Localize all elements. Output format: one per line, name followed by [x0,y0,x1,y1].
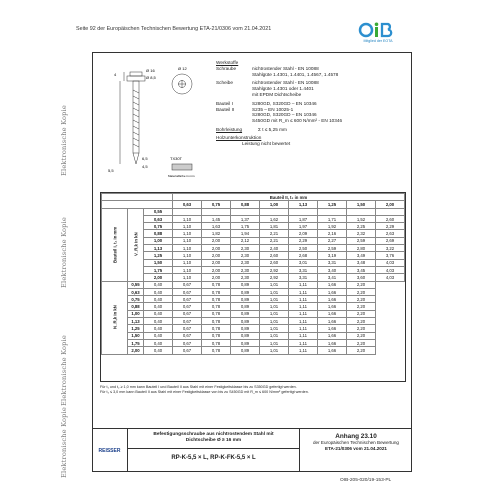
value-cell: 1,62 [260,215,289,222]
value-cell: 1,11 [289,325,318,332]
document-number: OIB-205-020/19-153-PL [340,478,392,483]
prop-row-screw: Schraube nichtrostender Stahl - EN 10088 Stahlgüte 1.4301, 1.4401, 1.4567, 1.4578 [216,65,339,77]
value-cell: 1,66 [318,303,347,310]
value-cell: 0,40 [144,332,173,339]
header-main: Bauteil II, t₂ in mm [173,194,405,201]
fire-value: Leistung nicht bewertet [242,140,291,146]
value-cell: 2,00 [202,245,231,252]
page-header: Seite 92 der Europäischen Technischen Bewertung ETA-21/0306 vom 21.04.2021 [76,26,272,32]
value-cell: 1,66 [318,339,347,346]
value-cell: 2,20 [347,339,376,346]
screw-drawing [100,60,210,180]
value-cell: 2,20 [347,325,376,332]
value-cell: 1,66 [318,318,347,325]
table-footnotes [100,385,406,394]
table-row [102,296,405,303]
value-cell: 0,78 [202,296,231,303]
value-cell [318,208,347,215]
value-cell: 2,00 [202,266,231,273]
value-cell: 1,10 [173,259,202,266]
value-cell: 1,37 [231,215,260,222]
value-cell: 2,30 [231,266,260,273]
value-cell: 0,40 [144,296,173,303]
value-cell: 3,76 [376,252,405,259]
value-cell: 2,63 [376,230,405,237]
value-cell: 2,60 [260,259,289,266]
t2-header-cell: 1,13 [289,201,318,208]
value-cell: 1,63 [202,223,231,230]
dim-t-label: 5,5 [108,168,114,173]
side-label: Bauteil I, t₁ in mm [102,208,128,281]
value-cell: 2,92 [260,274,289,281]
value-cell: 1,11 [289,288,318,295]
value-cell: 0,89 [231,325,260,332]
watermark-4: Elektronische Kopie [60,406,68,478]
value-cell [347,208,376,215]
value-cell [289,208,318,215]
value-cell: 2,21 [260,237,289,244]
value-cell: 0,89 [231,303,260,310]
t2-header-cell: 0,63 [173,201,202,208]
t2-header-cell: 2,00 [376,201,405,208]
value-cell: 3,31 [289,274,318,281]
t1-cell: 1,13 [144,245,173,252]
value-cell: 1,81 [260,223,289,230]
value-cell: 1,92 [318,223,347,230]
value-cell: 1,01 [260,303,289,310]
table-row [102,215,405,222]
dim-d1-label: Ø 8,5 [146,75,156,80]
value-cell: 2,30 [231,245,260,252]
value-cell: 1,11 [289,318,318,325]
value-cell: 1,01 [260,347,289,354]
value-cell: 2,29 [289,237,318,244]
value-cell: 1,75 [231,223,260,230]
value-cell: 1,11 [289,296,318,303]
t1-cell: 1,75 [144,266,173,273]
t1-cell: 0,55 [144,208,173,215]
value-cell: 2,30 [231,252,260,259]
value-cell: 1,97 [289,223,318,230]
value-cell: 1,01 [260,318,289,325]
t2-header-cell: 1,25 [318,201,347,208]
value-cell: 4,03 [376,266,405,273]
value-cell: 1,10 [173,266,202,273]
watermark-1: Elektronische Kopie [60,104,68,176]
value-cell: 0,89 [231,281,260,288]
t1-cell: 1,13 [128,318,144,325]
value-cell: 2,29 [376,223,405,230]
prop-row-part2: Bauteil II S235 – EN 10025-1 S280GD, S320GD – EN 10346 S450GD mit R_m ≤ 600 N/mm² - EN 10346 [216,106,343,124]
value-cell: 0,67 [173,325,202,332]
value-cell [202,208,231,215]
value-cell: 2,68 [289,252,318,259]
value-cell: 2,92 [260,266,289,273]
t1-cell: 0,88 [128,303,144,310]
brand-text: REISSER [98,447,121,454]
t1-cell: 0,75 [144,223,173,230]
value-cell: 1,01 [260,288,289,295]
t1-cell: 1,25 [128,325,144,332]
t1-cell: 1,50 [144,259,173,266]
value-cell: 2,20 [347,332,376,339]
table-row [102,303,405,310]
t1-cell: 1,00 [144,237,173,244]
t1-cell: 2,00 [128,347,144,354]
value-cell: 0,89 [231,332,260,339]
value-cell: 0,67 [173,332,202,339]
value-cell: 2,20 [347,347,376,354]
t2-header-cell: 0,75 [202,201,231,208]
corner-cell [102,194,173,201]
value-cell: 2,20 [347,288,376,295]
value-cell: 2,12 [231,237,260,244]
value-cell: 0,67 [173,347,202,354]
value-cell: 0,40 [144,303,173,310]
value-cell: 3,40 [318,266,347,273]
value-cell: 2,20 [347,310,376,317]
value-cell: 0,78 [202,332,231,339]
value-cell: 1,45 [202,215,231,222]
table-row [102,347,405,354]
value-cell: 1,11 [289,303,318,310]
value-cell: 0,40 [144,318,173,325]
value-cell: 0,89 [231,339,260,346]
value-cell: 2,30 [231,259,260,266]
value-cell: 1,11 [289,310,318,317]
value-cell: 2,30 [231,274,260,281]
value-cell: 0,67 [173,303,202,310]
dim-d-label: Ø 16 [146,68,155,73]
value-cell: 2,50 [289,245,318,252]
t1-cell: 1,25 [144,252,173,259]
value-cell: 1,10 [173,230,202,237]
value-cell: 2,27 [318,237,347,244]
value-cell: 1,01 [260,339,289,346]
value-cell: 1,10 [173,223,202,230]
t2-header-cell: 0,88 [231,201,260,208]
value-cell: 2,40 [260,245,289,252]
t2-header-cell: 1,50 [347,201,376,208]
value-cell: 0,89 [231,318,260,325]
value-cell: 4,03 [376,274,405,281]
table-row [102,245,405,252]
value-cell: 1,94 [231,230,260,237]
material-label: Materialfarbe in mm [168,174,195,178]
t1-cell: 1,50 [128,332,144,339]
value-cell: 0,67 [173,318,202,325]
value-cell: 2,59 [347,237,376,244]
value-cell: 3,31 [318,259,347,266]
value-cell: 2,80 [347,245,376,252]
table-row [102,237,405,244]
value-cell: 0,40 [144,288,173,295]
value-cell: 3,22 [376,245,405,252]
watermark-3: Elektronische Kopie [60,334,68,406]
value-cell: 0,40 [144,325,173,332]
value-cell: 3,45 [347,266,376,273]
value-cell: 1,01 [260,325,289,332]
value-cell: 0,78 [202,303,231,310]
t2-header-cell: 1,00 [260,201,289,208]
value-cell: 0,67 [173,281,202,288]
table-row [102,332,405,339]
title-block [92,428,412,472]
value-cell: 0,40 [144,347,173,354]
title-text: Befestigungsschraube aus nichtrostendem Stahl mit Dichtscheibe Ø ≥ 16 mm [128,429,299,449]
value-cell: 1,66 [318,281,347,288]
value-cell: 1,11 [289,339,318,346]
value-cell: 4,03 [376,259,405,266]
value-cell: 2,21 [260,230,289,237]
value-cell [231,208,260,215]
dim-c-label: Ø 12 [178,66,187,71]
value-cell: 0,89 [231,288,260,295]
value-cell: 3,49 [347,252,376,259]
value-cell: 1,11 [289,332,318,339]
value-cell: 1,11 [289,347,318,354]
value-cell: 1,10 [173,215,202,222]
value-cell: 1,71 [318,215,347,222]
table-row [102,252,405,259]
value-cell: 0,89 [231,296,260,303]
value-cell: 3,31 [289,266,318,273]
value-cell [260,208,289,215]
value-cell: 0,67 [173,288,202,295]
value-cell: 0,40 [144,310,173,317]
dim-l3-label: 4,5 [142,164,148,169]
value-cell: 2,59 [318,245,347,252]
footnote-1: Für t₁ und t₂ ≥ 1,0 mm kann Bauteil I und Bauteil II aus Stahl mit einer Festigkeitsklasse bis zu S350GD gefertigt werden. [100,385,297,389]
value-cell: 1,82 [202,230,231,237]
table-row [102,325,405,332]
table-row [102,230,405,237]
value-cell: 2,00 [202,259,231,266]
dim-l1-label: 4 [114,72,117,77]
table-row [102,288,405,295]
value-cell: 1,66 [318,347,347,354]
torx-label: TX30T [170,156,183,161]
value-cell: 1,01 [260,281,289,288]
prop-row-bore: Bohrleistung Σ t ≤ 5,25 mm [216,126,287,132]
table-row [102,266,405,273]
values-table [100,192,406,382]
value-cell: 2,20 [347,303,376,310]
value-cell: 0,40 [144,339,173,346]
t1-cell: 1,75 [128,339,144,346]
oib-logo [350,22,406,43]
value-cell [173,208,202,215]
value-cell: 2,09 [289,230,318,237]
logo-subtitle: Mitglied der EOTA [363,39,393,43]
value-cell: 2,16 [318,230,347,237]
value-cell: 2,32 [347,230,376,237]
value-cell: 0,67 [173,310,202,317]
value-cell: 2,00 [202,274,231,281]
table-row [102,310,405,317]
table-row [102,259,405,266]
value-cell: 2,20 [347,318,376,325]
prop-row-washer: Scheibe nichtrostender Stahl - EN 10088 Stahlgüte 1.4301 oder 1.4401 mit EPDM Dichtscheibe [216,80,319,97]
value-cell: 3,41 [318,274,347,281]
value-cell: 2,69 [376,237,405,244]
t1-cell: 0,55 [128,281,144,288]
value-cell: 0,78 [202,281,231,288]
watermark-2: Elektronische Kopie [60,216,68,288]
value-cell: 1,01 [260,310,289,317]
t1-cell: 0,75 [128,296,144,303]
value-cell: 2,20 [347,296,376,303]
value-cell: 3,60 [347,274,376,281]
value-cell: 2,00 [202,252,231,259]
value-cell: 3,19 [318,252,347,259]
table-row [102,208,405,215]
t1-cell: 1,00 [128,310,144,317]
value-cell: 2,00 [202,237,231,244]
table-row [102,318,405,325]
value-cell: 2,60 [376,215,405,222]
value-cell: 0,89 [231,310,260,317]
value-cell: 0,40 [144,281,173,288]
group-label: V_R,k in kN [128,208,144,281]
value-cell: 0,78 [202,318,231,325]
product-name: RP-K-5,5 × L, RP-K-FK-5,5 × L [171,455,256,461]
value-cell: 0,78 [202,288,231,295]
t1-cell: 0,88 [144,230,173,237]
value-cell: 1,66 [318,296,347,303]
value-cell: 1,10 [173,245,202,252]
props-title: Werkstoffe [216,60,239,65]
value-cell: 1,01 [260,332,289,339]
value-cell: 1,66 [318,310,347,317]
value-cell: 2,25 [347,223,376,230]
table-row [102,281,405,288]
value-cell: 1,52 [347,215,376,222]
material-properties [216,60,406,146]
annex-info: Anhang 23.10 der Europäischen Technischen Bewertung ETA-21/0306 vom 21.04.2021 [313,433,399,451]
footnote-2: Für t₂ ≤ 3,0 mm kann Bauteil II aus Stahl mit einer Festigkeitsklasse von bis zu S450GD mit R_m ≤ 600 N/mm² gefertigt werden. [100,389,309,394]
dim-l2-label: 6,5 [142,156,148,161]
value-cell: 3,01 [289,259,318,266]
value-cell: 0,78 [202,339,231,346]
t1-cell: 0,63 [144,215,173,222]
value-cell: 1,87 [289,215,318,222]
value-cell: 2,20 [347,281,376,288]
oib-logo-mark [358,22,398,38]
table-row [102,274,405,281]
table-row [102,339,405,346]
group-label: N_R,k in kN [102,281,128,354]
prop-row-part1: Bauteil I S280GD, S320GD – EN 10346 [216,100,317,106]
value-cell: 1,66 [318,288,347,295]
value-cell: 1,10 [173,274,202,281]
value-cell: 0,78 [202,310,231,317]
t1-cell: 0,63 [128,288,144,295]
value-cell [376,208,405,215]
t1-cell: 2,00 [144,274,173,281]
value-cell: 1,66 [318,325,347,332]
value-cell: 1,10 [173,252,202,259]
value-cell: 1,10 [173,237,202,244]
fire-label: Holzunterkonstruktion [216,134,262,140]
value-cell: 0,67 [173,339,202,346]
value-cell: 0,89 [231,347,260,354]
value-cell: 0,78 [202,325,231,332]
value-cell: 1,66 [318,332,347,339]
value-cell: 2,60 [260,252,289,259]
value-cell: 1,11 [289,281,318,288]
value-cell: 0,67 [173,296,202,303]
value-cell: 0,78 [202,347,231,354]
brand-logo [92,429,128,472]
value-cell: 1,01 [260,296,289,303]
table-row [102,223,405,230]
value-cell: 3,48 [347,259,376,266]
